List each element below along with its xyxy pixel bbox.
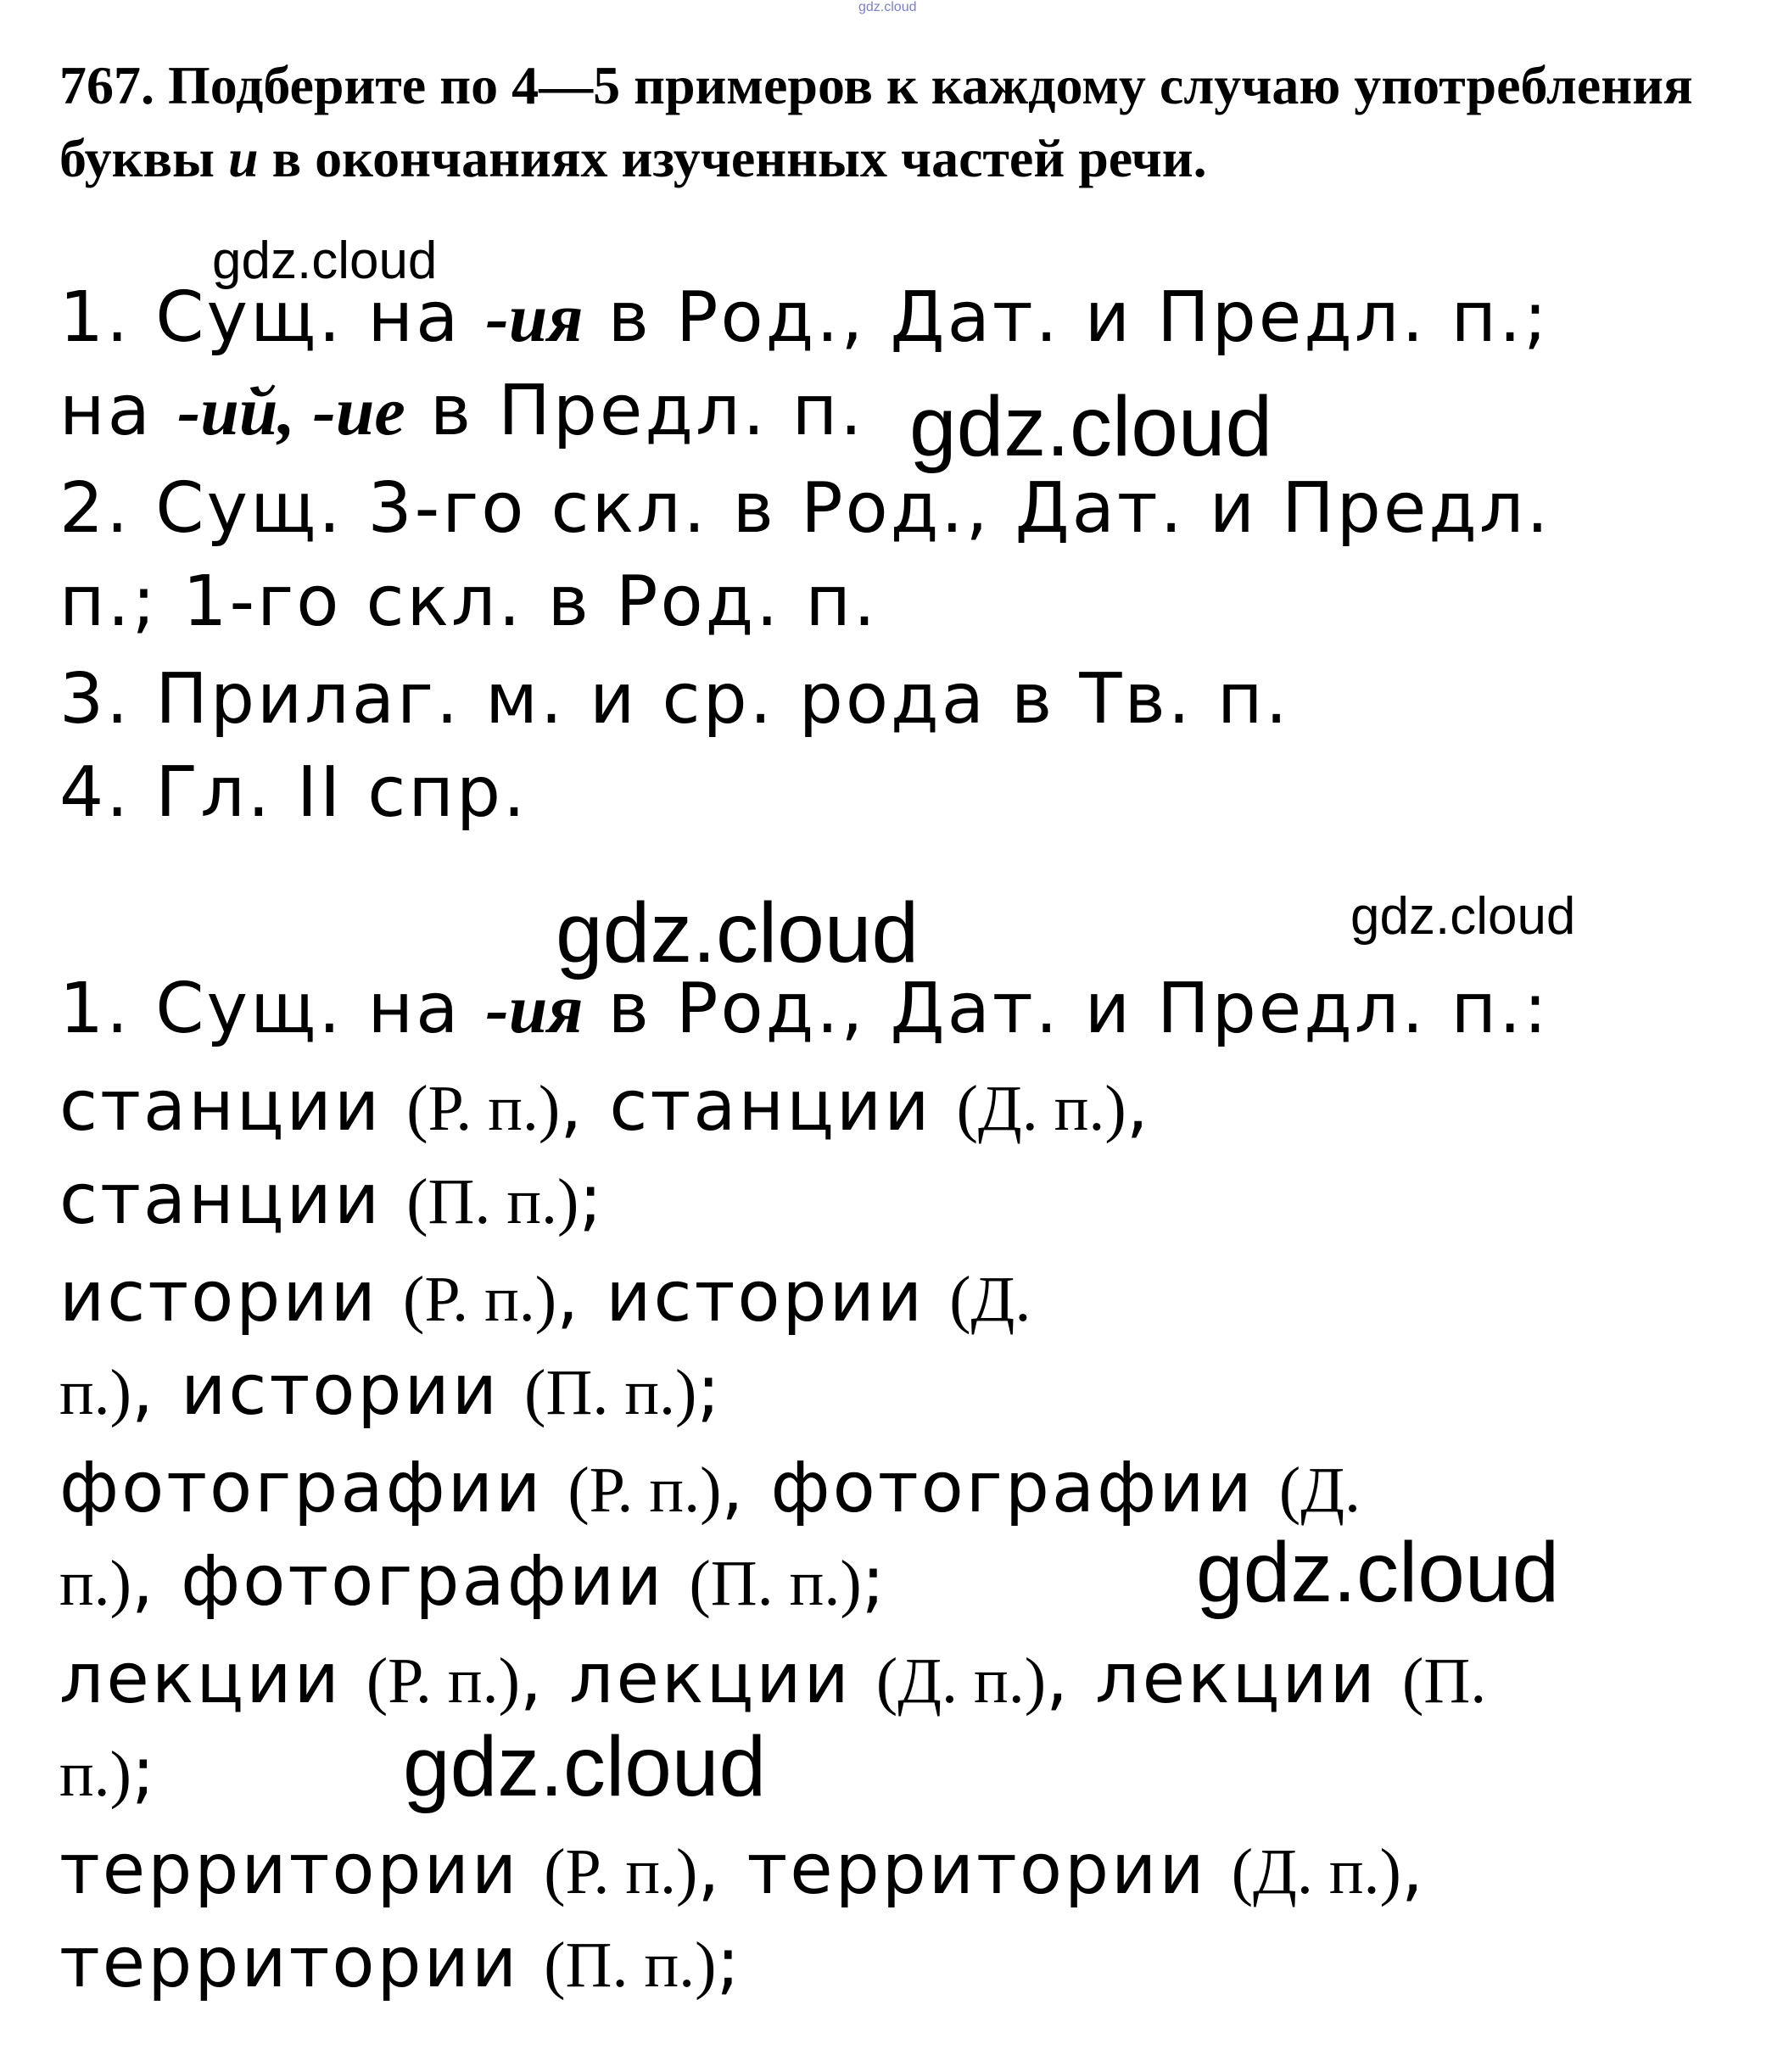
answer-row: станции (Р. п.), станции (Д. п.), — [59, 1066, 1151, 1147]
watermark: gdz.cloud — [556, 885, 920, 980]
task-statement: 767. Подберите по 4—5 примеров к каждому случаю употребления буквы и в окончаниях изученных частей речи. — [59, 55, 1693, 188]
answer-row: фотографии (Р. п.), фотографии (Д. — [59, 1448, 1361, 1528]
watermark: gdz.cloud — [403, 1719, 767, 1814]
answer-row: лекции (Р. п.), лекции (Д. п.), лекции (П. — [59, 1639, 1487, 1719]
case-1-line-2: на -ий, -ие в Предл. п. — [59, 371, 865, 451]
case-1-line-1: 1. Сущ. на -ия в Род., Дат. и Предл. п.; — [59, 277, 1550, 358]
answer-row: территории (П. п.); — [59, 1923, 743, 2003]
task-letter: и — [227, 128, 259, 188]
answer-row: станции (П. п.); — [59, 1159, 606, 1240]
answer-row: п.), фотографии (П. п.); — [59, 1541, 888, 1622]
task-number: 767. — [59, 55, 154, 115]
answer-row: п.), истории (П. п.); — [59, 1350, 723, 1431]
watermark-top: gdz.cloud — [858, 0, 917, 14]
answer-heading: 1. Сущ. на -ия в Род., Дат. и Предл. п.: — [59, 969, 1550, 1049]
case-4: 4. Гл. II спр. — [59, 752, 528, 833]
case-3: 3. Прилаг. м. и ср. рода в Тв. п. — [59, 659, 1290, 740]
watermark: gdz.cloud — [1350, 887, 1576, 946]
watermark: gdz.cloud — [212, 232, 438, 290]
answer-row: территории (Р. п.), территории (Д. п.), — [59, 1829, 1426, 1910]
answer-row: истории (Р. п.), истории (Д. — [59, 1257, 1031, 1338]
answer-row: п.); — [59, 1732, 158, 1812]
watermark: gdz.cloud — [909, 379, 1273, 474]
watermark: gdz.cloud — [1196, 1525, 1560, 1620]
case-2-line-2: п.; 1-го скл. в Род. п. — [59, 561, 879, 642]
case-2-line-1: 2. Сущ. 3-го скл. в Род., Дат. и Предл. — [59, 468, 1551, 549]
